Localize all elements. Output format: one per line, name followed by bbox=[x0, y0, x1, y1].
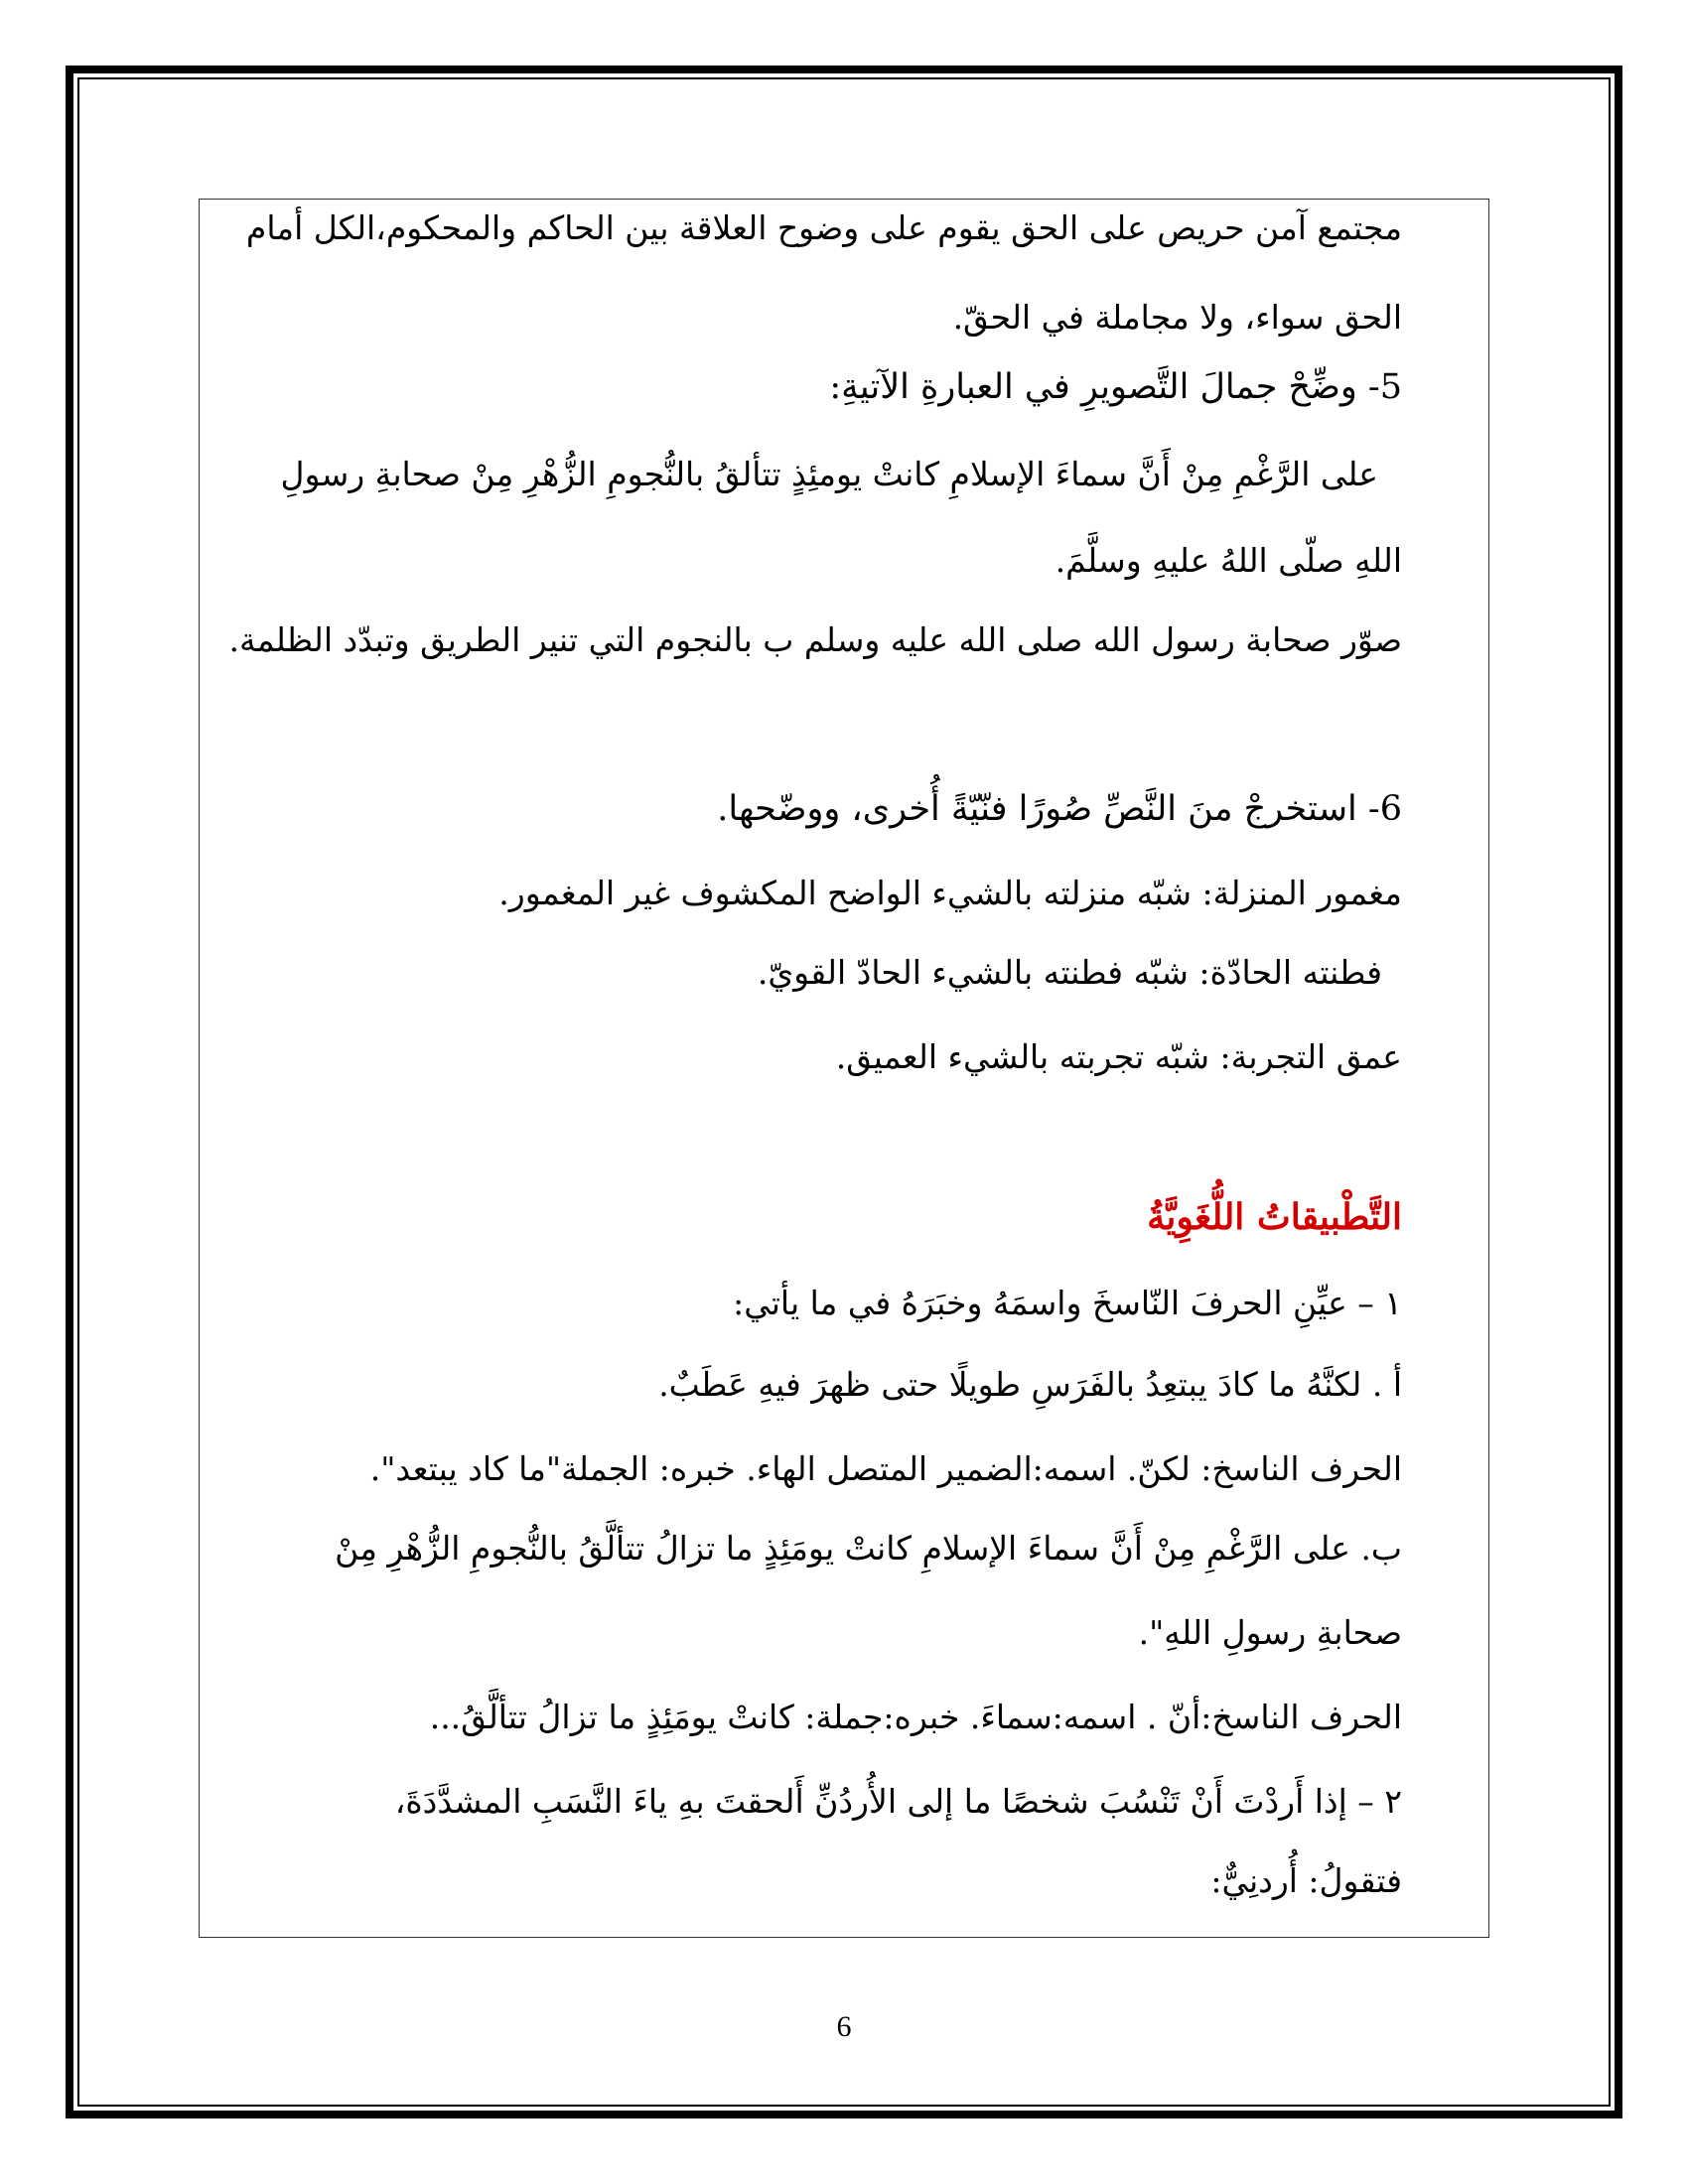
question-5-quote: اللهِ صلّى اللهُ عليهِ وسلَّمَ. bbox=[1055, 541, 1402, 580]
question-6-answer: مغمور المنزلة: شبّه منزلته بالشيء الواضح المكشوف غير المغمور. bbox=[498, 874, 1402, 912]
exercise-2-text: فتقولُ: أُردنِيٌّ: bbox=[1210, 1861, 1402, 1900]
page-number: 6 bbox=[836, 2010, 852, 2043]
section-heading: التَّطْبيقاتُ اللُّغَوِيَّةُ bbox=[1147, 1196, 1402, 1238]
question-6-answer: عمق التجربة: شبّه تجربته بالشيء العميق. bbox=[835, 1037, 1402, 1076]
question-5-title: 5- وضِّحْ جمالَ التَّصويرِ في العبارةِ الآتيةِ: bbox=[829, 367, 1402, 407]
exercise-1-title: ١ – عيِّنِ الحرفَ النّاسخَ واسمَهُ وخبَرَهُ في ما يأتي: bbox=[733, 1284, 1402, 1322]
question-5-quote: على الرَّغْمِ مِنْ أَنَّ سماءَ الإسلامِ كانتْ يومئِذٍ تتألقُ بالنُّجومِ الزُّهْرِ مِنْ صحابةِ رسولِ bbox=[280, 455, 1378, 493]
exercise-1-answer-b: الحرف الناسخ:أنّ . اسمه:سماءَ. خبره:جملة: كانتْ يومَئِذٍ ما تزالُ تتألَّقُ... bbox=[429, 1698, 1402, 1736]
paragraph-line: مجتمع آمن حريص على الحق يقوم على وضوح العلاقة بين الحاكم والمحكوم،الكل أمام bbox=[245, 208, 1402, 247]
exercise-1-item-b: ب. على الرَّغْمِ مِنْ أَنَّ سماءَ الإسلامِ كانتْ يومَئِذٍ ما تزالُ تتألَّقُ بالنُّجومِ الزُّهْرِ مِنْ bbox=[335, 1529, 1402, 1568]
exercise-1-item-a: أ . لكنَّهُ ما كادَ يبتعِدُ بالفَرَسِ طويلًا حتى ظهرَ فيهِ عَطَبٌ. bbox=[658, 1365, 1402, 1404]
exercise-1-item-b: صحابةِ رسولِ اللهِ". bbox=[1138, 1613, 1402, 1652]
exercise-2-text: ٢ – إذا أَردْتَ أَنْ تَنْسُبَ شخصًا ما إلى الأُردُنِّ أَلحقتَ بهِ ياءَ النَّسَبِ المشدَّدَةَ، bbox=[394, 1782, 1402, 1821]
question-5-answer: صوّر صحابة رسول الله صلى الله عليه وسلم ب بالنجوم التي تنير الطريق وتبدّد الظلمة. bbox=[228, 620, 1402, 659]
question-6-title: 6- استخرجْ منَ النَّصِّ صُورًا فنّيّةً أُخرى، ووضّحها. bbox=[717, 789, 1402, 829]
paragraph-line: الحق سواء، ولا مجاملة في الحقّ. bbox=[952, 298, 1402, 337]
question-6-answer: فطنته الحادّة: شبّه فطنته بالشيء الحادّ القويّ. bbox=[757, 953, 1382, 992]
exercise-1-answer-a: الحرف الناسخ: لكنّ. اسمه:الضمير المتصل الهاء. خبره: الجملة"ما كاد يبتعد". bbox=[369, 1449, 1402, 1488]
